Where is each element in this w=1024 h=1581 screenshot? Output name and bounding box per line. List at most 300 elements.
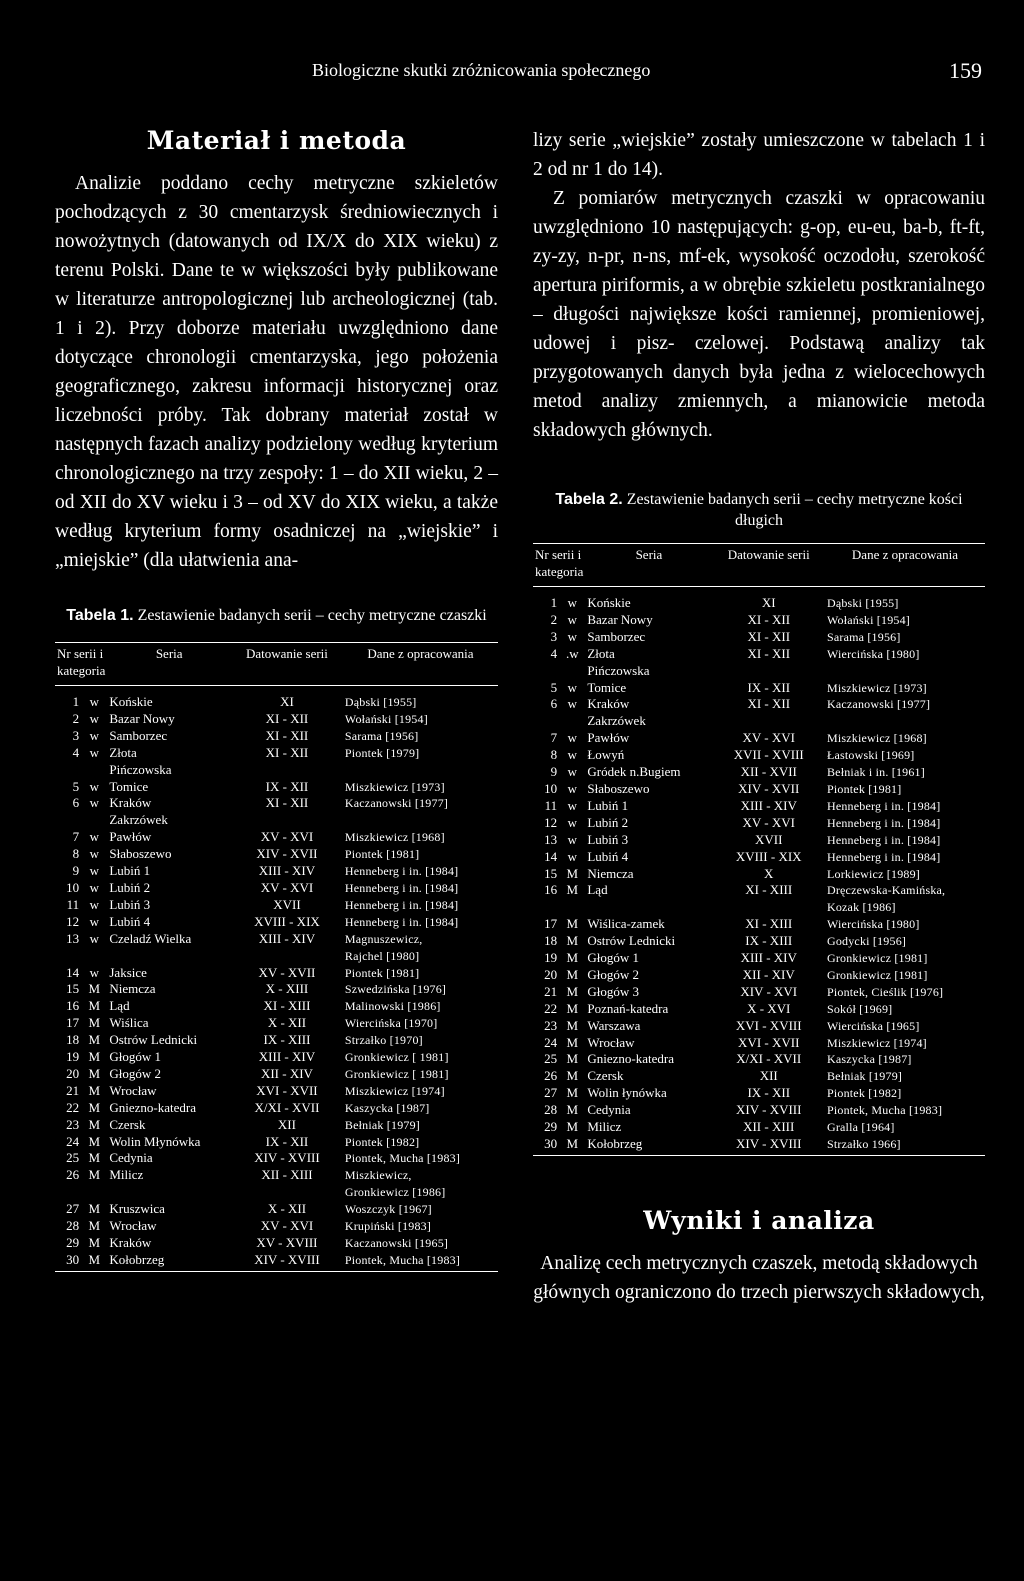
table-row [533, 781, 985, 798]
row-category [559, 663, 585, 680]
row-number [533, 663, 559, 680]
row-source: Piontek, Mucha [1983] [344, 1151, 461, 1166]
row-series: Głogów 1 [109, 1049, 161, 1065]
row-dating: XIV - XVII [738, 780, 800, 796]
row-source: Henneberg i in. [1984] [826, 798, 941, 813]
row-source: Piontek [1981] [826, 781, 902, 796]
table-row [55, 914, 498, 931]
row-category: w [567, 628, 577, 644]
row-dating: XIII - XIV [258, 930, 316, 946]
row-category: w [89, 710, 99, 726]
table-row [533, 849, 985, 866]
row-dating: IX - XII [265, 1133, 309, 1149]
row-source: Henneberg i in. [1984] [344, 897, 459, 912]
row-series: Ostrów Lednicki [587, 933, 676, 949]
row-series: Końskie [109, 694, 153, 709]
row-source: Wiercińska [1970] [344, 1016, 438, 1031]
row-dating: XVI - XVIII [735, 1017, 802, 1033]
row-dating: X - XVI [747, 1000, 791, 1016]
table1-caption-label: Tabela 1. [66, 607, 134, 624]
paragraph-measurements: Z pomiarów metrycznych czaszki w opracowaniu uwzględniono 10 następujących: g-op, eu-eu, ba-b, ft-ft, zy-zy, n-pr, n-ns, mf-ek, wysokość oczodołu, szerokość apertura piriformis, a w obrębie szkieletu postkranialnego – długości największe kości ramiennej, promieniowej, udowej i pisz- czelowej. Podstawą analizy tak przygotowanych danych była jedna z wielocechowych metod analizy zmiennych, a mianowicie metoda składowych głównych. [533, 188, 985, 441]
row-category [81, 812, 107, 829]
table-row [533, 950, 985, 967]
table-row [533, 933, 985, 950]
row-category [81, 762, 107, 779]
row-dating: XII - XIV [742, 966, 795, 982]
row-dating: XI - XII [747, 696, 791, 712]
row-series: Poznań-katedra [587, 1000, 669, 1016]
row-dating: XVII - XVIII [733, 747, 804, 763]
row-series: Kraków [109, 1235, 152, 1250]
row-source: Wołański [1954] [344, 711, 428, 726]
row-series: Gniezno-katedra [109, 1099, 196, 1115]
row-number: 24 [544, 1034, 558, 1050]
row-series: Głogów 1 [587, 950, 639, 966]
table-row [533, 866, 985, 883]
row-series: Lubiń 1 [587, 797, 629, 813]
table-row [55, 762, 498, 779]
row-series: Niemcza [109, 981, 156, 997]
row-dating [231, 812, 343, 829]
row-dating: IX - XII [747, 1085, 791, 1101]
row-category: M [566, 950, 579, 966]
row-source: Gronkiewicz [1986] [344, 1185, 446, 1200]
table-row [55, 948, 498, 965]
table-row [533, 832, 985, 849]
row-dating: X - XIII [265, 981, 309, 997]
table-row [533, 899, 985, 916]
row-category: w [89, 694, 99, 709]
row-series: Gniezno-katedra [587, 1051, 674, 1067]
row-category: M [88, 1116, 101, 1132]
row-category: M [88, 1082, 101, 1098]
table-row [55, 1049, 498, 1066]
row-series: Jaksice [109, 964, 147, 980]
table-row [533, 587, 985, 612]
row-dating: XV - XVII [258, 964, 316, 980]
row-number: 21 [544, 983, 558, 999]
row-dating: XI - XIII [263, 998, 311, 1014]
row-source: Piontek [1981] [344, 965, 420, 980]
row-number: 18 [66, 1032, 80, 1048]
row-number: 12 [66, 913, 80, 929]
table-row [533, 1018, 985, 1035]
row-source: Piontek [1981] [344, 847, 420, 862]
row-series: Niemcza [587, 865, 634, 881]
table-row [55, 779, 498, 796]
row-source: Dąbski [1955] [344, 695, 417, 709]
row-category: M [88, 1218, 101, 1234]
section-heading-results: Wyniki i analiza [643, 1205, 875, 1235]
row-series: Kruszwica [109, 1201, 165, 1217]
row-category: w [89, 846, 99, 862]
row-dating: XV - XVI [260, 879, 314, 895]
table-row [55, 1252, 498, 1271]
row-series [107, 948, 231, 965]
row-number: 17 [544, 916, 558, 932]
row-dating [713, 663, 825, 680]
row-category: w [567, 764, 577, 780]
table-row [55, 728, 498, 745]
row-number [533, 713, 559, 730]
row-number: 9 [550, 764, 558, 780]
row-category: M [88, 1201, 101, 1217]
row-series: Ląd [587, 882, 608, 898]
row-category: w [89, 964, 99, 980]
row-category: M [88, 1235, 101, 1250]
table-row [55, 981, 498, 998]
row-dating: X - XII [267, 1015, 307, 1031]
row-source: Piontek [1982] [344, 1134, 420, 1149]
row-dating: XI - XIII [745, 916, 793, 932]
row-series: Wolin Młynówka [109, 1133, 201, 1149]
row-series: Zakrzówek [587, 713, 646, 729]
row-source: Henneberg i in. [1984] [826, 849, 941, 864]
row-category: w [89, 863, 99, 879]
section-heading-material: Materiał i metoda [146, 126, 407, 155]
row-category: M [566, 966, 579, 982]
row-series: Złota [109, 744, 137, 760]
table-row [533, 916, 985, 933]
row-source: Woszczyk [1967] [344, 1202, 432, 1217]
row-number: 17 [66, 1015, 80, 1031]
row-number [533, 899, 559, 916]
table-row [533, 815, 985, 832]
row-category: M [566, 1102, 579, 1118]
running-header [0, 60, 1024, 90]
row-dating: XVIII - XIX [254, 913, 320, 929]
row-number: 1 [72, 694, 80, 709]
table-row [533, 696, 985, 713]
row-category: w [567, 814, 577, 830]
row-series: Cedynia [587, 1102, 631, 1118]
row-dating: XII - XVII [740, 764, 797, 780]
row-number: 30 [533, 1136, 559, 1155]
row-series: Czeladź Wielka [109, 930, 192, 946]
table-row [533, 798, 985, 815]
row-number: 4 [550, 645, 558, 661]
row-series: Lubiń 2 [109, 879, 151, 895]
row-dating: XIV - XVIII [254, 1150, 320, 1166]
row-series: Pawłów [587, 730, 630, 746]
table-row [55, 846, 498, 863]
paragraph-continued: lizy serie „wiejskie” zostały umieszczone w tabelach 1 i 2 od nr 1 do 14). [533, 130, 985, 180]
row-category: .w [565, 645, 579, 661]
row-number: 20 [66, 1065, 80, 1081]
row-dating: XIV - XVII [256, 846, 318, 862]
row-category: w [89, 879, 99, 895]
row-number: 19 [66, 1049, 80, 1065]
col-header-datowanie: Datowanie serii [713, 544, 825, 587]
row-series: Gródek n.Bugiem [587, 764, 681, 780]
row-number: 30 [55, 1252, 81, 1271]
row-series: Kołobrzeg [585, 1136, 712, 1155]
table-row [533, 646, 985, 663]
row-category: w [89, 829, 99, 845]
row-number: 26 [66, 1167, 80, 1183]
row-series: Łowyń [587, 747, 625, 763]
row-number: 11 [544, 797, 558, 813]
row-number [55, 1184, 81, 1201]
row-dating: XIV - XVI [740, 983, 798, 999]
table-row [55, 1150, 498, 1167]
row-category: w [567, 780, 577, 796]
table-row [533, 1001, 985, 1018]
row-source: Bełniak i in. [1961] [826, 765, 925, 780]
row-source: Godycki [1956] [826, 934, 907, 949]
row-source: Lorkiewicz [1989] [826, 866, 920, 881]
table-row [533, 1102, 985, 1119]
row-category: w [89, 727, 99, 743]
table-row [533, 629, 985, 646]
table-row [533, 1035, 985, 1052]
row-number: 27 [66, 1201, 80, 1217]
row-dating: XI - XII [747, 628, 791, 644]
row-category: M [88, 1065, 101, 1081]
row-source: Kaszycka [1987] [826, 1052, 912, 1067]
table-row [55, 897, 498, 914]
row-number [55, 948, 81, 965]
table-row [55, 745, 498, 762]
table-row [55, 998, 498, 1015]
row-series: Słaboszewo [587, 780, 650, 796]
row-number: 16 [66, 998, 80, 1014]
table-row [533, 1068, 985, 1085]
row-category: w [567, 696, 577, 712]
row-dating: X/XI - XVII [736, 1051, 802, 1067]
row-number: 22 [66, 1099, 80, 1115]
table1-caption-text: Zestawienie badanych serii – cechy metryczne czaszki [137, 607, 487, 624]
row-source: Henneberg i in. [1984] [826, 815, 941, 830]
row-source: Dąbski [1955] [826, 596, 899, 610]
row-dating: XI [280, 694, 294, 709]
row-dating: X - XII [267, 1201, 307, 1217]
table-row [55, 1184, 498, 1201]
row-source: Szwedzińska [1976] [344, 982, 447, 997]
row-number: 3 [550, 628, 558, 644]
row-number: 9 [72, 863, 80, 879]
row-source: Miszkiewicz [1974] [344, 1083, 445, 1098]
row-series: Wrocław [587, 1034, 635, 1050]
right-column [533, 126, 985, 1307]
row-number: 25 [544, 1051, 558, 1067]
row-series: Bazar Nowy [109, 710, 175, 726]
row-dating: XII - XIV [260, 1065, 313, 1081]
row-series: Głogów 2 [587, 966, 639, 982]
row-dating: XI - XII [265, 795, 309, 811]
row-dating: XV - XVIII [256, 1235, 318, 1250]
row-category [559, 899, 585, 916]
row-number: 19 [544, 950, 558, 966]
row-source: Piontek [1982] [826, 1086, 902, 1101]
row-series: Kołobrzeg [107, 1252, 231, 1271]
row-number: 18 [544, 933, 558, 949]
table-row [55, 1167, 498, 1184]
table-row [55, 1032, 498, 1049]
row-number: 29 [66, 1235, 80, 1250]
row-category: w [567, 611, 577, 627]
row-series: Pawłów [109, 829, 152, 845]
row-series: Lubiń 2 [587, 814, 629, 830]
row-category [559, 713, 585, 730]
row-series [585, 899, 712, 916]
table-row [533, 1136, 985, 1155]
row-category: w [567, 747, 577, 763]
table-row [55, 931, 498, 948]
row-series: Ląd [109, 998, 130, 1014]
row-dating: XIII - XIV [740, 950, 797, 966]
row-source [825, 713, 985, 730]
row-category: M [88, 1133, 101, 1149]
table-row [55, 965, 498, 982]
row-dating: XI - XIII [745, 882, 793, 898]
row-series: Lubiń 4 [587, 848, 629, 864]
table2-caption [533, 489, 985, 531]
table-row [533, 1119, 985, 1136]
row-source: Wołański [1954] [826, 612, 910, 627]
row-category: M [566, 1068, 579, 1084]
row-series: Czersk [109, 1116, 146, 1132]
row-dating: IX - XII [747, 679, 791, 695]
table-row [55, 880, 498, 897]
row-number: 10 [66, 879, 80, 895]
table-row [55, 863, 498, 880]
row-source: Gralla [1964] [826, 1120, 895, 1135]
row-source: Strzałko 1966] [825, 1136, 985, 1155]
row-dating [713, 713, 825, 730]
row-number: 21 [66, 1082, 80, 1098]
row-number: 27 [544, 1085, 558, 1101]
table-row [533, 680, 985, 697]
row-dating: XV - XVI [742, 730, 795, 746]
row-category: M [88, 998, 101, 1014]
paragraph-material: Analizie poddano cechy metryczne szkieletów pochodzących z 30 cmentarzysk średniowiecznych i nowożytnych (datowanych od IX/X do XIX wieku) z terenu Polski. Dane te w większości były publikowane w literaturze antropologicznej lub archeologicznej (tab. 1 i 2). Przy doborze materiału uwzględniono dane dotyczące chronologii cmentarzyska, jego położenia geograficznego, zakresu informacji historycznej oraz liczebności próby. Tak dobrany materiał został w następnych fazach analizy podzielony według kryterium chronologicznego na trzy zespoły: 1 – do XII wieku, 2 – od XII do XV wieku i 3 – od XV do XIX wieku, a także według kryterium formy osadniczej na „wiejskie” i „miejskie” (dla ułatwienia ana- [55, 173, 498, 571]
row-dating: XVI - XVII [256, 1082, 318, 1098]
row-category: M [566, 1000, 579, 1016]
table-row [55, 1218, 498, 1235]
row-source [825, 663, 985, 680]
table-row [533, 713, 985, 730]
row-dating [231, 948, 343, 965]
row-source [343, 762, 498, 779]
row-category: w [567, 848, 577, 864]
row-category: M [88, 1032, 101, 1048]
row-number: 29 [544, 1119, 558, 1135]
row-dating: XII [759, 1068, 778, 1084]
row-dating: XI - XII [265, 727, 309, 743]
row-number: 20 [544, 966, 558, 982]
left-column [55, 126, 498, 1272]
row-source: Sarama [1956] [344, 728, 419, 743]
row-number: 28 [544, 1102, 558, 1118]
row-number: 28 [66, 1218, 80, 1234]
row-category: M [88, 1015, 101, 1031]
row-number: 5 [550, 679, 558, 695]
row-source: Strzałko [1970] [344, 1033, 423, 1048]
table-row [55, 1066, 498, 1083]
paragraph-results: Analizę cech metrycznych czaszek, metodą składowych głównych ograniczono do trzech pierwszych składowych, [533, 1252, 985, 1303]
row-series: Samborzec [109, 727, 168, 743]
row-source [343, 812, 498, 829]
running-title: Biologiczne skutki zróżnicowania społecznego [312, 60, 651, 80]
row-number: 1 [550, 595, 558, 610]
row-series: Pińczowska [587, 662, 650, 678]
col-header-dane: Dane z opracowania [343, 643, 498, 686]
row-dating: XVIII - XIX [735, 848, 802, 864]
row-dating: XIV - XVIII [231, 1252, 343, 1271]
row-source: Henneberg i in. [1984] [344, 880, 459, 895]
table2 [533, 543, 985, 1156]
row-category: M [88, 981, 101, 997]
row-source: Gronkiewicz [ 1981] [344, 1066, 449, 1081]
row-dating: XII - XIII [261, 1167, 313, 1183]
row-series: Słaboszewo [109, 846, 172, 862]
row-source: Bełniak [1979] [826, 1069, 903, 1084]
row-number: 3 [72, 727, 80, 743]
row-category: w [567, 730, 577, 746]
row-source: Magnuszewicz, [344, 931, 423, 946]
row-series: Czersk [587, 1068, 624, 1084]
col-header-seria: Seria [107, 643, 231, 686]
row-source: Wiercińska [1965] [826, 1018, 920, 1033]
row-number [55, 762, 81, 779]
row-dating: XV - XVI [260, 1218, 314, 1234]
row-category: M [566, 1085, 579, 1101]
table2-caption-text: Zestawienie badanych serii – cechy metryczne kości długich [626, 491, 963, 529]
page-number: 159 [949, 58, 982, 83]
table-row [55, 1201, 498, 1218]
table-row [533, 747, 985, 764]
row-series: Wrocław [109, 1218, 157, 1234]
row-dating: XIV - XVIII [713, 1136, 825, 1155]
row-number: 14 [66, 964, 80, 980]
row-source: Kaczanowski [1977] [344, 796, 449, 811]
row-series: Lubiń 4 [109, 913, 151, 929]
table-row [533, 764, 985, 781]
row-series: Złota [587, 645, 615, 661]
row-dating: IX - XIII [263, 1032, 311, 1048]
row-source: Rajchel [1980] [344, 948, 420, 963]
row-source: Miszkiewicz [1968] [344, 830, 445, 845]
row-number: 10 [544, 780, 558, 796]
row-source: Miszkiewicz [1968] [826, 731, 927, 746]
table-row [55, 795, 498, 812]
table-row [55, 1117, 498, 1134]
row-source: Kaczanowski [1965] [344, 1236, 449, 1250]
row-number: 4 [72, 744, 80, 760]
row-source: Bełniak [1979] [344, 1117, 420, 1132]
row-series: Głogów 2 [109, 1065, 161, 1081]
row-series: Bazar Nowy [587, 611, 653, 627]
row-number: 14 [544, 848, 558, 864]
row-series: Lubiń 1 [109, 863, 151, 879]
row-category: M [88, 1049, 101, 1065]
row-number: 7 [550, 730, 558, 746]
row-dating: XVII [273, 896, 301, 912]
row-dating: XIV - XVIII [736, 1102, 802, 1118]
row-category: M [566, 1051, 579, 1067]
row-source: Wiercińska [1980] [826, 917, 920, 932]
row-series: Wolin łynówka [587, 1085, 667, 1101]
table-row [533, 663, 985, 680]
row-number: 22 [544, 1000, 558, 1016]
row-series: Kraków [587, 696, 630, 712]
row-category: w [567, 831, 577, 847]
row-number: 15 [544, 865, 558, 881]
row-dating: XI - XII [747, 645, 791, 661]
table1 [55, 642, 498, 1272]
row-category: M [566, 1017, 579, 1033]
